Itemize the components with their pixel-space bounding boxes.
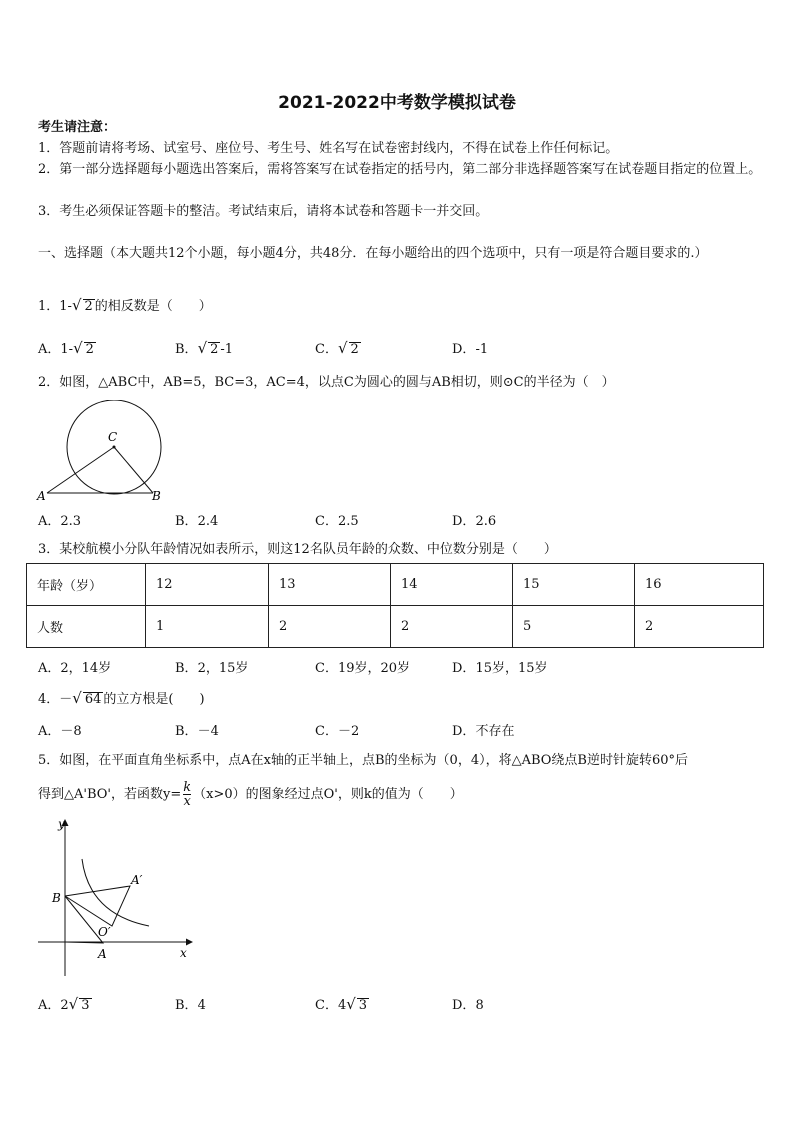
q3-option-c[interactable]: C．19岁，20岁: [315, 661, 411, 676]
q5-label-x: x: [180, 946, 187, 960]
q5-option-b[interactable]: B．4: [175, 998, 206, 1013]
q4-radicand: 64: [84, 692, 102, 707]
table-cell: 年龄（岁）: [27, 564, 146, 606]
notice-item-3: 3．考生必须保证答题卡的整洁。考试结束后，请将本试卷和答题卡一并交回。: [38, 204, 489, 219]
q4-option-a[interactable]: A．－8: [38, 724, 82, 739]
page-title: 2021-2022中考数学模拟试卷: [278, 93, 516, 113]
table-cell: 1: [146, 606, 269, 648]
q5-triangle-a1bo1: [65, 886, 130, 926]
q2-option-b[interactable]: B．2.4: [175, 514, 219, 529]
question-5-line-1: 5．如图，在平面直角坐标系中，点A在x轴的正半轴上，点B的坐标为（0，4），将△ABO绕点B逆时针旋转60°后: [38, 753, 689, 768]
table-cell: 16: [635, 564, 764, 606]
q2-options: [38, 510, 763, 530]
q5-option-c[interactable]: C．4√ 3: [315, 995, 368, 1013]
table-cell: 14: [391, 564, 513, 606]
q5-fraction: $\frac{k}{x}$: [183, 780, 192, 809]
q4-option-d[interactable]: D．不存在: [452, 724, 515, 739]
q2-label-b: B: [152, 489, 161, 503]
q5-label-a1: A′: [131, 873, 143, 887]
table-row: [27, 564, 764, 606]
q4-option-c[interactable]: C．－2: [315, 724, 360, 739]
table-row: [27, 606, 764, 648]
q1-suffix: 的相反数是（ ）: [94, 299, 212, 314]
q5-option-d[interactable]: D．8: [452, 998, 484, 1013]
question-5-line-2: 得到△A'BO'，若函数y= $\frac{k}{x}$ （x>0）的图象经过点O'，则k的值为（ ）: [38, 780, 463, 809]
q3-option-b[interactable]: B．2，15岁: [175, 661, 249, 676]
q3-option-d[interactable]: D．15岁，15岁: [452, 661, 548, 676]
q5-label-a: A: [98, 947, 107, 961]
q4-options: [38, 720, 763, 740]
q1-options: [38, 338, 763, 358]
question-3: 3．某校航模小分队年龄情况如表所示，则这12名队员年龄的众数、中位数分别是（ ）: [38, 542, 557, 557]
table-cell: 2: [391, 606, 513, 648]
q4-number: 4．－: [38, 692, 73, 707]
table-cell: 5: [513, 606, 635, 648]
q5-options: [38, 994, 763, 1014]
q2-option-a[interactable]: A．2.3: [38, 514, 82, 529]
q2-center-point: [113, 446, 116, 449]
q1-option-a[interactable]: A．1-√ 2: [38, 339, 94, 357]
table-cell: 13: [269, 564, 391, 606]
q1-option-b[interactable]: B．√ 2 -1: [175, 339, 234, 357]
notice-item-2: 2．第一部分选择题每小题选出答案后，需将答案写在试卷指定的括号内，第二部分非选择题答案写在试卷题目指定的位置上。: [38, 162, 762, 177]
q4-option-b[interactable]: B．－4: [175, 724, 219, 739]
table-cell: 12: [146, 564, 269, 606]
q5-hyperbola: [82, 859, 149, 926]
q3-options: [38, 657, 763, 677]
age-table: [26, 563, 764, 648]
table-cell: 2: [635, 606, 764, 648]
q2-label-a: A: [37, 489, 46, 503]
question-4: 4．－√ 64 的立方根是( ): [38, 689, 205, 707]
section-heading: 一、选择题（本大题共12个小题，每小题4分，共48分．在每小题给出的四个选项中，只有一项是符合题目要求的.）: [38, 246, 708, 261]
q2-option-c[interactable]: C．2.5: [315, 514, 359, 529]
q5-figure: [34, 816, 199, 978]
q5-label-b: B: [52, 891, 61, 905]
q4-suffix: 的立方根是( ): [103, 692, 205, 707]
q1-option-d[interactable]: D．-1: [452, 342, 489, 357]
notice-heading: 考生请注意：: [38, 120, 117, 135]
q2-segment-ac: [47, 447, 114, 493]
table-cell: 2: [269, 606, 391, 648]
q5-label-y: y: [58, 817, 65, 831]
q5-option-a[interactable]: A．2√ 3: [38, 995, 90, 1013]
question-1: 1．1-√ 2 的相反数是（ ）: [38, 296, 212, 314]
q5-label-o1: O′: [98, 925, 111, 939]
question-2: 2．如图，△ABC中，AB=5，BC=3，AC=4，以点C为圆心的圆与AB相切，则⊙C的半径为（ ）: [38, 375, 615, 390]
table-cell: 15: [513, 564, 635, 606]
q1-option-c[interactable]: C．√ 2: [315, 339, 359, 357]
q2-label-c: C: [108, 430, 118, 444]
q1-prefix: 1-: [59, 299, 72, 314]
notice-item-1: 1．答题前请将考场、试室号、座位号、考生号、姓名写在试卷密封线内，不得在试卷上作任何标记。: [38, 141, 619, 156]
q1-number: 1．: [38, 299, 60, 314]
q2-option-d[interactable]: D．2.6: [452, 514, 497, 529]
q1-radicand: 2: [84, 299, 93, 314]
q3-option-a[interactable]: A．2，14岁: [38, 661, 112, 676]
q2-figure: [34, 400, 174, 505]
q2-segment-bc: [114, 447, 153, 493]
table-cell: 人数: [27, 606, 146, 648]
